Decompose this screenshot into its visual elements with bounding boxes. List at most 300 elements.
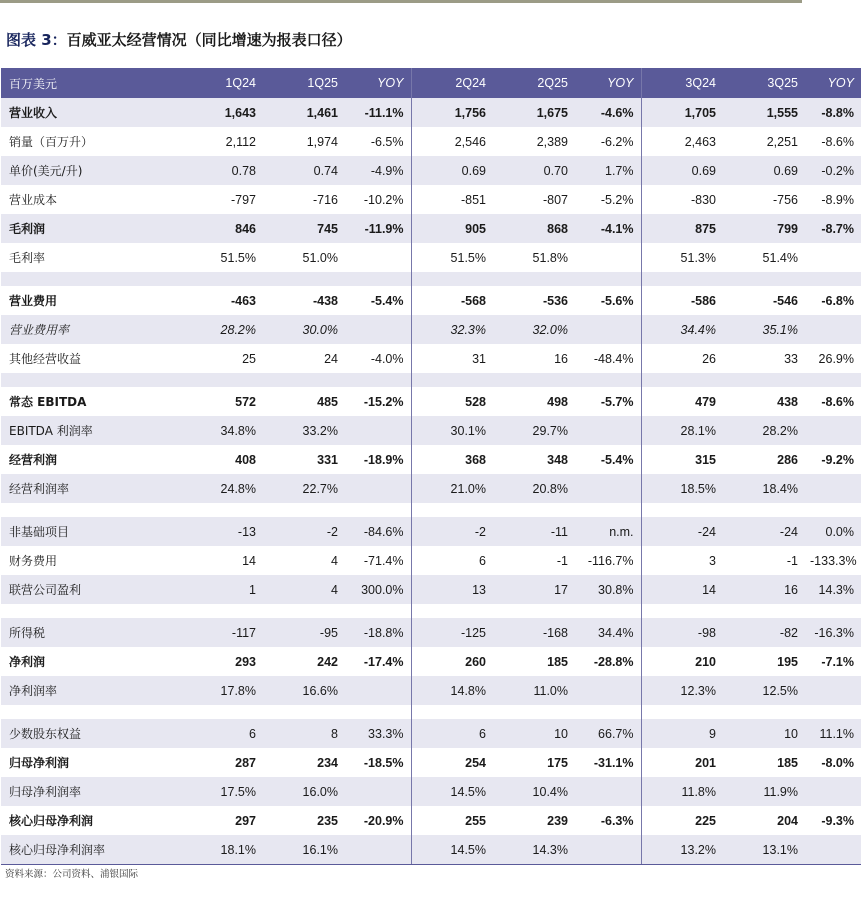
spacer-cell xyxy=(805,373,861,387)
table-row xyxy=(1,445,861,474)
table-cell: -9.3% xyxy=(821,813,854,828)
table-cell: 485 xyxy=(317,394,338,409)
spacer-cell xyxy=(181,373,263,387)
table-cell: -4.0% xyxy=(345,344,411,373)
table-cell: -48.4% xyxy=(575,344,641,373)
table-cell xyxy=(805,777,861,806)
table-cell: -536 xyxy=(542,293,568,308)
table-cell: 13.1% xyxy=(723,835,805,865)
table-cell: -851 xyxy=(460,192,486,207)
table-cell: 16 xyxy=(723,575,805,604)
table-cell xyxy=(805,474,861,503)
table-cell xyxy=(805,676,861,705)
table-cell xyxy=(575,315,641,344)
row-label: EBITDA 利润率 xyxy=(1,416,181,445)
spacer-cell xyxy=(1,705,181,719)
spacer-cell xyxy=(805,272,861,286)
table-cell: -11.9% xyxy=(345,214,411,243)
table-cell: 2,251 xyxy=(766,134,798,149)
header-yoy-q3: YOY xyxy=(805,68,861,98)
table-cell: 32.0% xyxy=(493,315,575,344)
table-cell: 204 xyxy=(777,813,798,828)
table-cell: 29.7% xyxy=(493,416,575,445)
table-row xyxy=(1,185,861,214)
row-label: 所得税 xyxy=(1,618,181,647)
table-cell: 300.0% xyxy=(345,575,411,604)
table-cell: 11.1% xyxy=(805,719,861,748)
header-3q24: 3Q24 xyxy=(641,68,723,98)
table-cell: 28.2% xyxy=(723,416,805,445)
spacer-cell xyxy=(641,272,723,286)
table-cell: 17.5% xyxy=(181,777,263,806)
table-cell: 51.4% xyxy=(762,250,798,265)
table-cell: 17 xyxy=(493,575,575,604)
table-cell: -568 xyxy=(460,293,486,308)
table-cell: -28.8% xyxy=(575,647,641,676)
table-cell: -2 xyxy=(411,517,493,546)
table-row xyxy=(1,575,861,604)
table-cell: n.m. xyxy=(575,517,641,546)
table-cell xyxy=(805,315,861,344)
table-cell: 286 xyxy=(777,452,798,467)
table-cell xyxy=(575,676,641,705)
table-cell: 12.3% xyxy=(641,676,723,705)
row-label: 净利润 xyxy=(9,655,46,669)
table-row xyxy=(1,387,861,416)
table-cell: 16.6% xyxy=(263,676,345,705)
table-cell: 185 xyxy=(547,654,568,669)
table-cell: 175 xyxy=(547,755,568,770)
spacer-cell xyxy=(263,373,345,387)
table-row xyxy=(1,243,861,272)
table-cell: 18.1% xyxy=(181,835,263,865)
row-label: 财务费用 xyxy=(9,554,58,568)
table-cell xyxy=(345,315,411,344)
spacer-cell xyxy=(641,604,723,618)
table-cell: 18.4% xyxy=(723,474,805,503)
table-cell: 66.7% xyxy=(575,719,641,748)
table-cell: 846 xyxy=(181,214,263,243)
table-cell: -95 xyxy=(263,618,345,647)
header-3q25: 3Q25 xyxy=(723,68,805,98)
table-cell: -586 xyxy=(690,293,716,308)
table-cell: 26 xyxy=(702,351,716,366)
row-label: 归母净利润 xyxy=(9,756,70,770)
table-cell: 242 xyxy=(317,654,338,669)
table-cell: 2,389 xyxy=(536,134,568,149)
row-label: 常态 EBITDA xyxy=(9,395,87,409)
header-1q25: 1Q25 xyxy=(263,68,345,98)
table-cell: 368 xyxy=(465,452,486,467)
table-cell: 6 xyxy=(181,719,263,748)
table-cell: 1 xyxy=(181,575,263,604)
table-cell xyxy=(805,416,861,445)
table-cell: 2,112 xyxy=(225,134,256,149)
table-cell: 0.69 xyxy=(723,156,805,185)
table-cell: 498 xyxy=(547,394,568,409)
table-cell: 51.5% xyxy=(450,250,486,265)
header-2q24: 2Q24 xyxy=(411,68,493,98)
spacer-cell xyxy=(723,604,805,618)
table-row xyxy=(1,416,861,445)
spacer-cell xyxy=(723,705,805,719)
table-cell: -116.7% xyxy=(575,546,641,575)
table-cell: 28.2% xyxy=(181,315,263,344)
row-label: 归母净利润率 xyxy=(1,777,181,806)
table-cell: 868 xyxy=(493,214,575,243)
header-2q25: 2Q25 xyxy=(493,68,575,98)
table-cell: -117 xyxy=(181,618,263,647)
spacer-cell xyxy=(1,503,181,517)
table-cell: -125 xyxy=(411,618,493,647)
spacer-cell xyxy=(263,604,345,618)
row-label: 净利润率 xyxy=(1,676,181,705)
table-cell: 2,546 xyxy=(454,134,486,149)
table-cell: 10 xyxy=(493,719,575,748)
spacer-cell xyxy=(411,604,493,618)
table-header-row xyxy=(1,68,861,98)
spacer-cell xyxy=(805,503,861,517)
table-cell: 13 xyxy=(411,575,493,604)
table-row xyxy=(1,315,861,344)
table-cell xyxy=(805,835,861,865)
table-cell: 1,461 xyxy=(263,98,345,127)
spacer-row xyxy=(1,604,861,618)
row-label: 经营利润 xyxy=(9,453,58,467)
header-yoy-q2: YOY xyxy=(575,68,641,98)
table-cell: 25 xyxy=(242,351,256,366)
table-cell: -8.7% xyxy=(805,214,861,243)
table-cell: 235 xyxy=(317,813,338,828)
table-cell: 11.0% xyxy=(493,676,575,705)
spacer-cell xyxy=(345,373,411,387)
table-cell: 51.8% xyxy=(532,250,568,265)
table-cell: 905 xyxy=(411,214,493,243)
spacer-cell xyxy=(181,604,263,618)
table-cell xyxy=(575,243,641,272)
table-cell: 234 xyxy=(317,755,338,770)
table-cell xyxy=(345,835,411,865)
table-cell: 1,643 xyxy=(181,98,263,127)
row-label: 核心归母净利润率 xyxy=(1,835,181,865)
table-cell: -8.8% xyxy=(805,98,861,127)
table-cell: 11.9% xyxy=(723,777,805,806)
table-row xyxy=(1,748,861,777)
table-cell: -7.1% xyxy=(821,654,854,669)
table-cell: 14.5% xyxy=(411,777,493,806)
table-cell: 0.70 xyxy=(493,156,575,185)
table-cell: 315 xyxy=(695,452,716,467)
table-cell: 254 xyxy=(465,755,486,770)
table-cell: 35.1% xyxy=(723,315,805,344)
spacer-cell xyxy=(641,373,723,387)
row-label: 营业费用率 xyxy=(1,315,181,344)
table-cell: 22.7% xyxy=(263,474,345,503)
spacer-cell xyxy=(723,503,805,517)
table-cell: -24 xyxy=(723,517,805,546)
table-cell: -546 xyxy=(772,293,798,308)
table-cell: 34.4% xyxy=(575,618,641,647)
spacer-row xyxy=(1,373,861,387)
table-cell: -5.4% xyxy=(345,286,411,315)
spacer-cell xyxy=(345,272,411,286)
table-row xyxy=(1,474,861,503)
spacer-cell xyxy=(181,503,263,517)
spacer-cell xyxy=(575,373,641,387)
table-cell: -8.6% xyxy=(821,394,854,409)
table-cell: -15.2% xyxy=(345,387,411,416)
table-cell: 16 xyxy=(554,351,568,366)
spacer-cell xyxy=(575,272,641,286)
table-cell: 0.0% xyxy=(805,517,861,546)
table-cell: 225 xyxy=(695,813,716,828)
table-cell: 1,974 xyxy=(306,134,338,149)
table-row xyxy=(1,127,861,156)
spacer-row xyxy=(1,705,861,719)
table-cell: 195 xyxy=(777,654,798,669)
table-cell: -6.5% xyxy=(345,127,411,156)
table-cell: 528 xyxy=(465,394,486,409)
spacer-cell xyxy=(181,705,263,719)
table-cell: -98 xyxy=(641,618,723,647)
figure-title-prefix: 图表 3： xyxy=(6,31,67,49)
table-cell: 28.1% xyxy=(641,416,723,445)
spacer-cell xyxy=(575,705,641,719)
spacer-cell xyxy=(723,272,805,286)
figure-title xyxy=(6,27,352,53)
table-cell: -5.2% xyxy=(575,185,641,214)
table-cell: -84.6% xyxy=(345,517,411,546)
table-cell: 0.69 xyxy=(411,156,493,185)
table-cell: 51.5% xyxy=(220,250,256,265)
table-row xyxy=(1,156,861,185)
spacer-cell xyxy=(493,272,575,286)
spacer-cell xyxy=(411,272,493,286)
row-label: 核心归母净利润 xyxy=(9,814,94,828)
header-unit: 百万美元 xyxy=(1,68,181,98)
spacer-cell xyxy=(345,705,411,719)
table-cell: -133.3% xyxy=(810,553,857,568)
table-cell: 799 xyxy=(723,214,805,243)
table-cell: 572 xyxy=(235,394,256,409)
table-cell: 9 xyxy=(641,719,723,748)
table-cell xyxy=(345,416,411,445)
spacer-cell xyxy=(493,705,575,719)
spacer-cell xyxy=(411,503,493,517)
figure-title-text: 百威亚太经营情况（同比增速为报表口径） xyxy=(66,31,352,49)
table-cell: 30.8% xyxy=(575,575,641,604)
table-cell: -18.5% xyxy=(345,748,411,777)
table-cell xyxy=(575,835,641,865)
table-cell: 10.4% xyxy=(493,777,575,806)
table-cell: 3 xyxy=(709,553,716,568)
table-cell: 293 xyxy=(235,654,256,669)
spacer-cell xyxy=(1,373,181,387)
table-row xyxy=(1,676,861,705)
table-cell: -4.6% xyxy=(575,98,641,127)
table-cell: 51.3% xyxy=(680,250,716,265)
table-cell: 6 xyxy=(479,553,486,568)
table-cell: 34.4% xyxy=(641,315,723,344)
spacer-cell xyxy=(263,503,345,517)
table-cell: 26.9% xyxy=(818,351,854,366)
table-cell: 1,555 xyxy=(723,98,805,127)
table-cell: 31 xyxy=(472,351,486,366)
table-cell: 14.3% xyxy=(493,835,575,865)
spacer-cell xyxy=(1,604,181,618)
table-cell: 297 xyxy=(235,813,256,828)
table-cell: 33 xyxy=(784,351,798,366)
table-cell: -168 xyxy=(493,618,575,647)
spacer-row xyxy=(1,503,861,517)
table-cell xyxy=(345,777,411,806)
table-cell: 0.69 xyxy=(641,156,723,185)
spacer-cell xyxy=(1,272,181,286)
row-label: 其他经营收益 xyxy=(9,352,82,366)
table-cell: 6 xyxy=(411,719,493,748)
row-label: 经营利润率 xyxy=(1,474,181,503)
table-cell: 20.8% xyxy=(493,474,575,503)
table-cell: -13 xyxy=(181,517,263,546)
spacer-cell xyxy=(345,604,411,618)
table-cell xyxy=(575,474,641,503)
table-cell: -5.7% xyxy=(575,387,641,416)
spacer-cell xyxy=(411,373,493,387)
table-row xyxy=(1,546,861,575)
table-cell: 21.0% xyxy=(411,474,493,503)
table-cell: 14 xyxy=(641,575,723,604)
table-row xyxy=(1,777,861,806)
spacer-cell xyxy=(575,604,641,618)
table-cell: 479 xyxy=(695,394,716,409)
table-row xyxy=(1,517,861,546)
table-cell: -5.6% xyxy=(575,286,641,315)
table-cell: 14.3% xyxy=(805,575,861,604)
table-cell: 51.0% xyxy=(302,250,338,265)
spacer-cell xyxy=(641,705,723,719)
table-body xyxy=(1,98,861,865)
table-cell: -8.9% xyxy=(821,192,854,207)
header-yoy-q1: YOY xyxy=(345,68,411,98)
table-row xyxy=(1,806,861,835)
table-cell: 17.8% xyxy=(181,676,263,705)
table-cell: -17.4% xyxy=(345,647,411,676)
table-cell: -18.9% xyxy=(345,445,411,474)
row-label: 销量（百万升） xyxy=(9,135,94,149)
table-cell: 201 xyxy=(695,755,716,770)
table-cell: 745 xyxy=(263,214,345,243)
table-cell: 239 xyxy=(547,813,568,828)
table-cell: 13.2% xyxy=(641,835,723,865)
row-label: 营业收入 xyxy=(1,98,181,127)
table-cell: 4 xyxy=(263,575,345,604)
table-cell: 260 xyxy=(465,654,486,669)
row-label: 营业成本 xyxy=(9,193,58,207)
table-cell: 10 xyxy=(723,719,805,748)
table-cell: -0.2% xyxy=(805,156,861,185)
table-cell: -1 xyxy=(786,553,798,568)
table-cell: -5.4% xyxy=(575,445,641,474)
table-cell: 331 xyxy=(317,452,338,467)
table-cell: 16.1% xyxy=(263,835,345,865)
table-cell: 348 xyxy=(547,452,568,467)
table-cell: -11 xyxy=(493,517,575,546)
table-cell: 287 xyxy=(235,755,256,770)
row-label: 毛利率 xyxy=(9,251,46,265)
source-note: 资料来源：公司资料、浦银国际 xyxy=(5,869,139,880)
table-cell: 875 xyxy=(641,214,723,243)
top-rule xyxy=(0,0,802,3)
table-cell: -463 xyxy=(230,293,256,308)
table-row xyxy=(1,647,861,676)
table-cell: 11.8% xyxy=(641,777,723,806)
table-cell: 1,705 xyxy=(641,98,723,127)
spacer-cell xyxy=(493,503,575,517)
table-cell: 24.8% xyxy=(181,474,263,503)
table-cell: -797 xyxy=(230,192,256,207)
table-cell: 185 xyxy=(777,755,798,770)
spacer-cell xyxy=(641,503,723,517)
row-label: 联营公司盈利 xyxy=(1,575,181,604)
table-cell: 210 xyxy=(695,654,716,669)
spacer-cell xyxy=(805,604,861,618)
table-cell: 14 xyxy=(242,553,256,568)
table-cell xyxy=(345,676,411,705)
table-cell: 14.8% xyxy=(411,676,493,705)
table-cell xyxy=(575,777,641,806)
table-row xyxy=(1,98,861,127)
table-cell: 1.7% xyxy=(575,156,641,185)
table-cell: 33.3% xyxy=(345,719,411,748)
table-row xyxy=(1,344,861,373)
spacer-cell xyxy=(493,373,575,387)
table-cell: 24 xyxy=(324,351,338,366)
spacer-cell xyxy=(493,604,575,618)
table-cell: -11.1% xyxy=(345,98,411,127)
table-cell: 2,463 xyxy=(684,134,716,149)
table-cell: -4.1% xyxy=(575,214,641,243)
table-cell: 0.78 xyxy=(181,156,263,185)
table-row xyxy=(1,214,861,243)
table-cell: -756 xyxy=(772,192,798,207)
table-cell: 12.5% xyxy=(723,676,805,705)
table-cell: 18.5% xyxy=(641,474,723,503)
table-cell: 14.5% xyxy=(411,835,493,865)
table-cell: 30.1% xyxy=(411,416,493,445)
table-cell: 0.74 xyxy=(263,156,345,185)
spacer-cell xyxy=(805,705,861,719)
table-row xyxy=(1,286,861,315)
table-cell xyxy=(805,243,861,272)
table-cell: -830 xyxy=(690,192,716,207)
spacer-cell xyxy=(723,373,805,387)
table-cell: -4.9% xyxy=(345,156,411,185)
table-cell: -16.3% xyxy=(805,618,861,647)
row-label: 单价(美元/升) xyxy=(1,156,181,185)
spacer-cell xyxy=(263,272,345,286)
table-cell: 255 xyxy=(465,813,486,828)
spacer-cell xyxy=(263,705,345,719)
row-label: 非基础项目 xyxy=(1,517,181,546)
row-label: 毛利润 xyxy=(1,214,181,243)
table-cell: -71.4% xyxy=(345,546,411,575)
table-cell: 1,756 xyxy=(411,98,493,127)
header-1q24: 1Q24 xyxy=(181,68,263,98)
table-row xyxy=(1,835,861,865)
spacer-cell xyxy=(181,272,263,286)
table-cell: 33.2% xyxy=(263,416,345,445)
row-label: 营业费用 xyxy=(9,294,58,308)
